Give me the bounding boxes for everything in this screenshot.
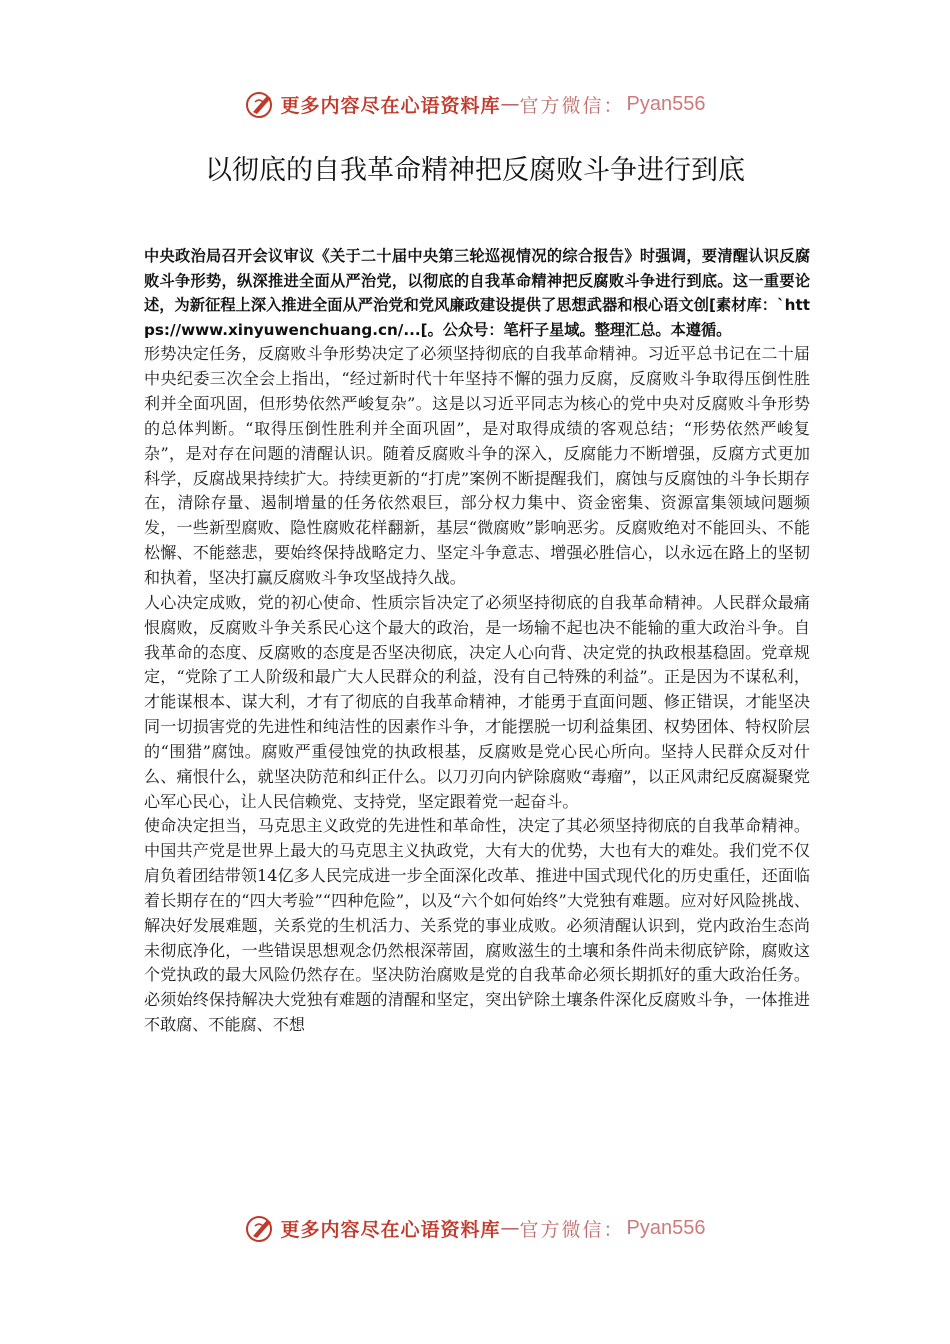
document-title: 以彻底的自我革命精神把反腐败斗争进行到底 — [205, 155, 745, 186]
banner-label: 官方微信： — [519, 94, 625, 117]
banner-wechat-id: Pyan556 — [626, 92, 706, 115]
header-banner — [0, 82, 950, 126]
banner-site-text: 更多内容尽在心语资料库 — [280, 94, 501, 117]
banner-separator: — — [500, 93, 520, 115]
banner-separator: — — [500, 1217, 520, 1239]
lead-paragraph: 中央政治局召开会议审议《关于二十届中央第三轮巡视情况的综合报告》时强调，要清醒认识反腐败斗争形势，纵深推进全面从严治党，以彻底的自我革命精神把反腐败斗争进行到底。这一重要论述，为新征程上深入推进全面从严治党和党风廉政建设提供了思想武器和根心语文创[素材库：`https://www.xinyuwenchuang.cn/...[。公众号：笔杆子星域。整理汇总。本遵循。 — [144, 247, 810, 339]
pen-logo-icon — [245, 1212, 277, 1244]
body-paragraph: 形势决定任务，反腐败斗争形势决定了必须坚持彻底的自我革命精神。习近平总书记在二十届中央纪委三次全会上指出，“经过新时代十年坚持不懈的强力反腐，反腐败斗争取得压倒性胜利并全面巩固，但形势依然严峻复杂”。这是以习近平同志为核心的党中央对反腐败斗争形势的总体判断。“取得压倒性胜利并全面巩固”，是对取得成绩的客观总结；“形势依然严峻复杂”，是对存在问题的清醒认识。随着反腐败斗争的深入，反腐能力不断增强，反腐方式更加科学，反腐战果持续扩大。持续更新的“打虎”案例不断提醒我们，腐蚀与反腐蚀的斗争长期存在，清除存量、遏制增量的任务依然艰巨，部分权力集中、资金密集、资源富集领域问题频发，一些新型腐败、隐性腐败花样翻新，基层“微腐败”影响恶劣。反腐败绝对不能回头、不能松懈、不能慈悲，要始终保持战略定力、坚定斗争意志、增强必胜信心，以永远在路上的坚韧和执着，坚决打赢反腐败斗争攻坚战持久战。 — [144, 344, 810, 587]
banner-label: 官方微信： — [519, 1218, 625, 1241]
pen-logo-icon — [245, 88, 277, 120]
body-paragraph: 使命决定担当，马克思主义政党的先进性和革命性，决定了其必须坚持彻底的自我革命精神。中国共产党是世界上最大的马克思主义执政党，大有大的优势，大也有大的难处。我们党不仅肩负着团结带领14亿多人民完成进一步全面深化改革、推进中国式现代化的历史重任，还面临着长期存在的“四大考验”“四种危险”，以及“六个如何始终”大党独有难题。应对好风险挑战、解决好发展难题，关系党的生机活力、关系党的事业成败。必须清醒认识到，党内政治生态尚未彻底净化，一些错误思想观念仍然根深蒂固，腐败滋生的土壤和条件尚未彻底铲除，腐败这个党执政的最大风险仍然存在。坚决防治腐败是党的自我革命必须长期抓好的重大政治任务。必须始终保持解决大党独有难题的清醒和坚定，突出铲除土壤条件深化反腐败斗争，一体推进不敢腐、不能腐、不想 — [144, 816, 810, 1035]
body-paragraph: 人心决定成败，党的初心使命、性质宗旨决定了必须坚持彻底的自我革命精神。人民群众最痛恨腐败，反腐败斗争关系民心这个最大的政治，是一场输不起也决不能输的重大政治斗争。自我革命的态度、反腐败的态度是否坚决彻底，决定人心向背、决定党的执政根基稳固。党章规定，“党除了工人阶级和最广大人民群众的利益，没有自己特殊的利益”。正是因为不谋私利，才能谋根本、谋大利，才有了彻底的自我革命精神，才能勇于直面问题、修正错误，才能坚决同一切损害党的先进性和纯洁性的因素作斗争，才能摆脱一切利益集团、权势团体、特权阶层的“围猎”腐蚀。腐败严重侵蚀党的执政根基，反腐败是党心民心所向。坚持人民群众反对什么、痛恨什么，就坚决防范和纠正什么。以刀刃向内铲除腐败“毒瘤”，以正风肃纪反腐凝聚党心军心民心，让人民信赖党、支持党，坚定跟着党一起奋斗。 — [144, 592, 810, 811]
banner-site-text: 更多内容尽在心语资料库 — [280, 1218, 501, 1241]
document-body — [144, 244, 810, 1038]
banner-wechat-id: Pyan556 — [626, 1216, 706, 1239]
footer-banner — [0, 1206, 950, 1250]
